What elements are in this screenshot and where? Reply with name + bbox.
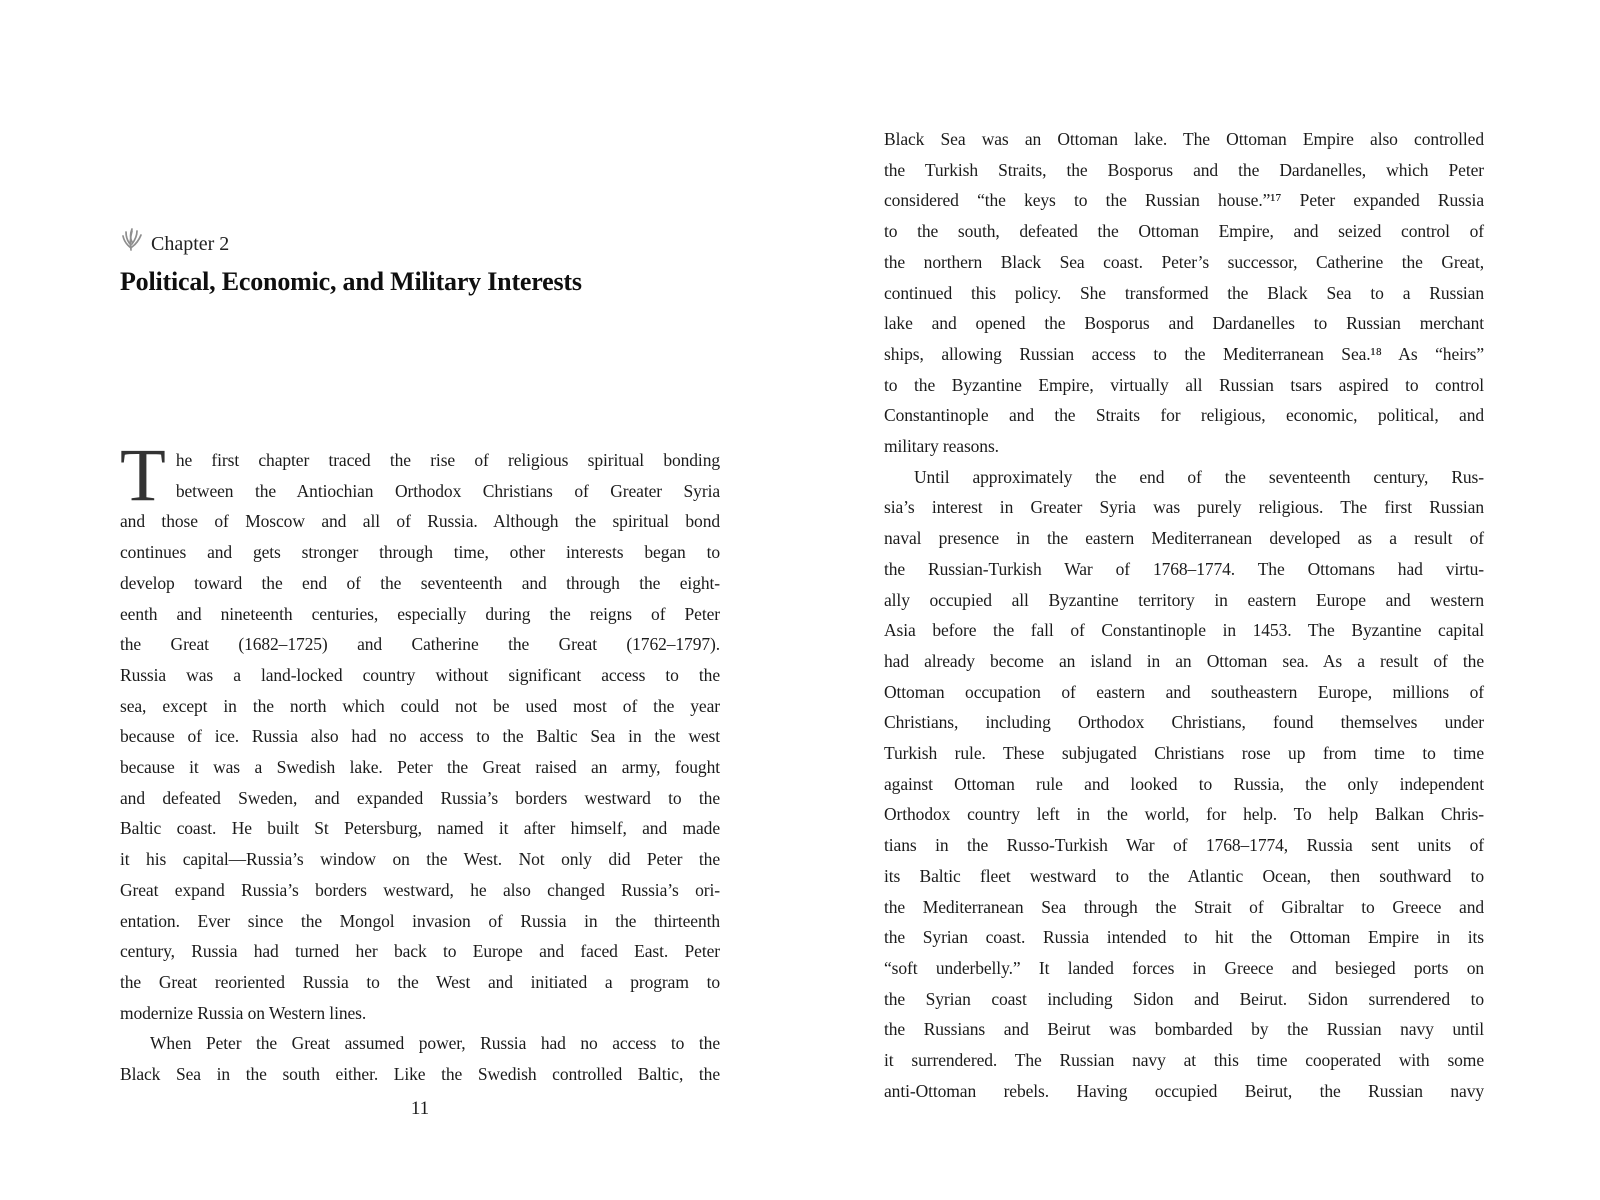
text-line: Turkish rule. These subjugated Christians rose up from time to time bbox=[884, 743, 1484, 764]
text-line: the Syrian coast including Sidon and Beirut. Sidon surrendered to bbox=[884, 988, 1484, 1009]
text-line: Great expand Russia’s borders westward, he also changed Russia’s ori- bbox=[120, 879, 720, 900]
chapter-label-row bbox=[120, 228, 720, 260]
text-line: Asia before the fall of Constantinople in 1453. The Byzantine capital bbox=[884, 620, 1484, 641]
chapter-label: Chapter 2 bbox=[151, 233, 230, 255]
text-line: to the south, defeated the Ottoman Empire, and seized control of bbox=[884, 221, 1484, 242]
text-line: the Turkish Straits, the Bosporus and the Dardanelles, which Peter bbox=[884, 159, 1484, 180]
text-line: Until approximately the end of the seventeenth century, Rus- bbox=[914, 466, 1484, 487]
chapter-title: Political, Economic, and Military Interests bbox=[120, 267, 582, 296]
text-line: the Russian-Turkish War of 1768–1774. The Ottomans had virtu- bbox=[884, 558, 1484, 579]
text-line: continues and gets stronger through time, other interests began to bbox=[120, 542, 720, 563]
drop-cap: T bbox=[120, 434, 166, 517]
text-line: the Russians and Beirut was bombarded by the Russian navy until bbox=[884, 1019, 1484, 1040]
text-line: continued this policy. She transformed the Black Sea to a Russian bbox=[884, 282, 1484, 303]
text-line: between the Antiochian Orthodox Christians of Greater Syria bbox=[175, 480, 720, 501]
text-line: Orthodox country left in the world, for help. To help Balkan Chris- bbox=[884, 804, 1484, 825]
text-line: anti-Ottoman rebels. Having occupied Beirut, the Russian navy bbox=[884, 1080, 1484, 1101]
text-line: and those of Moscow and all of Russia. Although the spiritual bond bbox=[120, 511, 720, 532]
text-line: military reasons. bbox=[884, 436, 999, 457]
text-line: Baltic coast. He built St Petersburg, named it after himself, and made bbox=[120, 818, 720, 839]
chapter-heading bbox=[120, 228, 720, 299]
text-line: Russia was a land-locked country without significant access to the bbox=[120, 664, 720, 685]
text-line: Constantinople and the Straits for religious, economic, political, and bbox=[884, 405, 1484, 426]
paragraph bbox=[884, 124, 1484, 462]
text-line: Black Sea in the south either. Like the Swedish controlled Baltic, the bbox=[120, 1064, 720, 1085]
text-line: because of ice. Russia also had no access to the Baltic Sea in the west bbox=[120, 726, 720, 747]
text-line: naval presence in the eastern Mediterranean developed as a result of bbox=[884, 528, 1484, 549]
right-page-body bbox=[884, 124, 1484, 1107]
text-line: “soft underbelly.” It landed forces in Greece and besieged ports on bbox=[884, 957, 1484, 978]
text-line: he first chapter traced the rise of religious spiritual bonding bbox=[175, 450, 720, 470]
text-line: the Mediterranean Sea through the Strait of Gibraltar to Greece and bbox=[884, 896, 1484, 917]
paragraph bbox=[884, 462, 1484, 1107]
text-line: its Baltic fleet westward to the Atlantic Ocean, then southward to bbox=[884, 865, 1484, 886]
text-line: against Ottoman rule and looked to Russia, the only independent bbox=[884, 773, 1484, 794]
text-line: it his capital—Russia’s window on the West. Not only did Peter the bbox=[120, 849, 720, 870]
text-line: modernize Russia on Western lines. bbox=[120, 1002, 367, 1023]
page-left bbox=[120, 0, 720, 1200]
text-line: sea, except in the north which could not be used most of the year bbox=[120, 695, 720, 716]
text-line: When Peter the Great assumed power, Russia had no access to the bbox=[150, 1033, 720, 1054]
text-line: had already become an island in an Ottoman sea. As a result of the bbox=[884, 650, 1484, 671]
right-page-paragraphs bbox=[884, 124, 1484, 1107]
text-line: century, Russia had turned her back to Europe and faced East. Peter bbox=[120, 941, 720, 962]
paragraph bbox=[120, 1028, 720, 1089]
text-line: Ottoman occupation of eastern and southeastern Europe, millions of bbox=[884, 681, 1484, 702]
text-line: the northern Black Sea coast. Peter’s successor, Catherine the Great, bbox=[884, 251, 1484, 272]
page-number: 11 bbox=[410, 1098, 430, 1119]
text-line: the Great (1682–1725) and Catherine the Great (1762–1797). bbox=[120, 634, 720, 655]
text-line: Black Sea was an Ottoman lake. The Ottoman Empire also controlled bbox=[884, 129, 1484, 149]
text-line: lake and opened the Bosporus and Dardanelles to Russian merchant bbox=[884, 313, 1484, 334]
text-line: develop toward the end of the seventeenth and through the eight- bbox=[120, 572, 720, 593]
text-line: sia’s interest in Greater Syria was purely religious. The first Russian bbox=[884, 497, 1484, 518]
left-page-paragraphs bbox=[120, 434, 720, 1090]
text-line: ships, allowing Russian access to the Mediterranean Sea.¹⁸ As “heirs” bbox=[884, 343, 1484, 364]
text-line: to the Byzantine Empire, virtually all Russian tsars aspired to control bbox=[884, 374, 1484, 395]
fern-leaf-ornament-icon bbox=[120, 226, 144, 260]
text-line: tians in the Russo-Turkish War of 1768–1774, Russia sent units of bbox=[884, 835, 1484, 856]
text-line: ally occupied all Byzantine territory in eastern Europe and western bbox=[884, 589, 1484, 610]
left-page-body bbox=[120, 434, 720, 1090]
text-line: because it was a Swedish lake. Peter the Great raised an army, fought bbox=[120, 757, 720, 778]
text-line: the Great reoriented Russia to the West and initiated a program to bbox=[120, 971, 720, 992]
text-line: it surrendered. The Russian navy at this time cooperated with some bbox=[884, 1050, 1484, 1071]
text-line: the Syrian coast. Russia intended to hit the Ottoman Empire in its bbox=[884, 927, 1484, 948]
text-line: entation. Ever since the Mongol invasion of Russia in the thirteenth bbox=[120, 910, 720, 931]
page-right bbox=[884, 0, 1484, 1200]
text-line: considered “the keys to the Russian house.”¹⁷ Peter expanded Russia bbox=[884, 190, 1484, 211]
text-line: eenth and nineteenth centuries, especially during the reigns of Peter bbox=[120, 603, 720, 624]
paragraph bbox=[120, 434, 720, 1028]
text-line: and defeated Sweden, and expanded Russia’s borders westward to the bbox=[120, 787, 720, 808]
text-line: Christians, including Orthodox Christians, found themselves under bbox=[884, 712, 1484, 733]
